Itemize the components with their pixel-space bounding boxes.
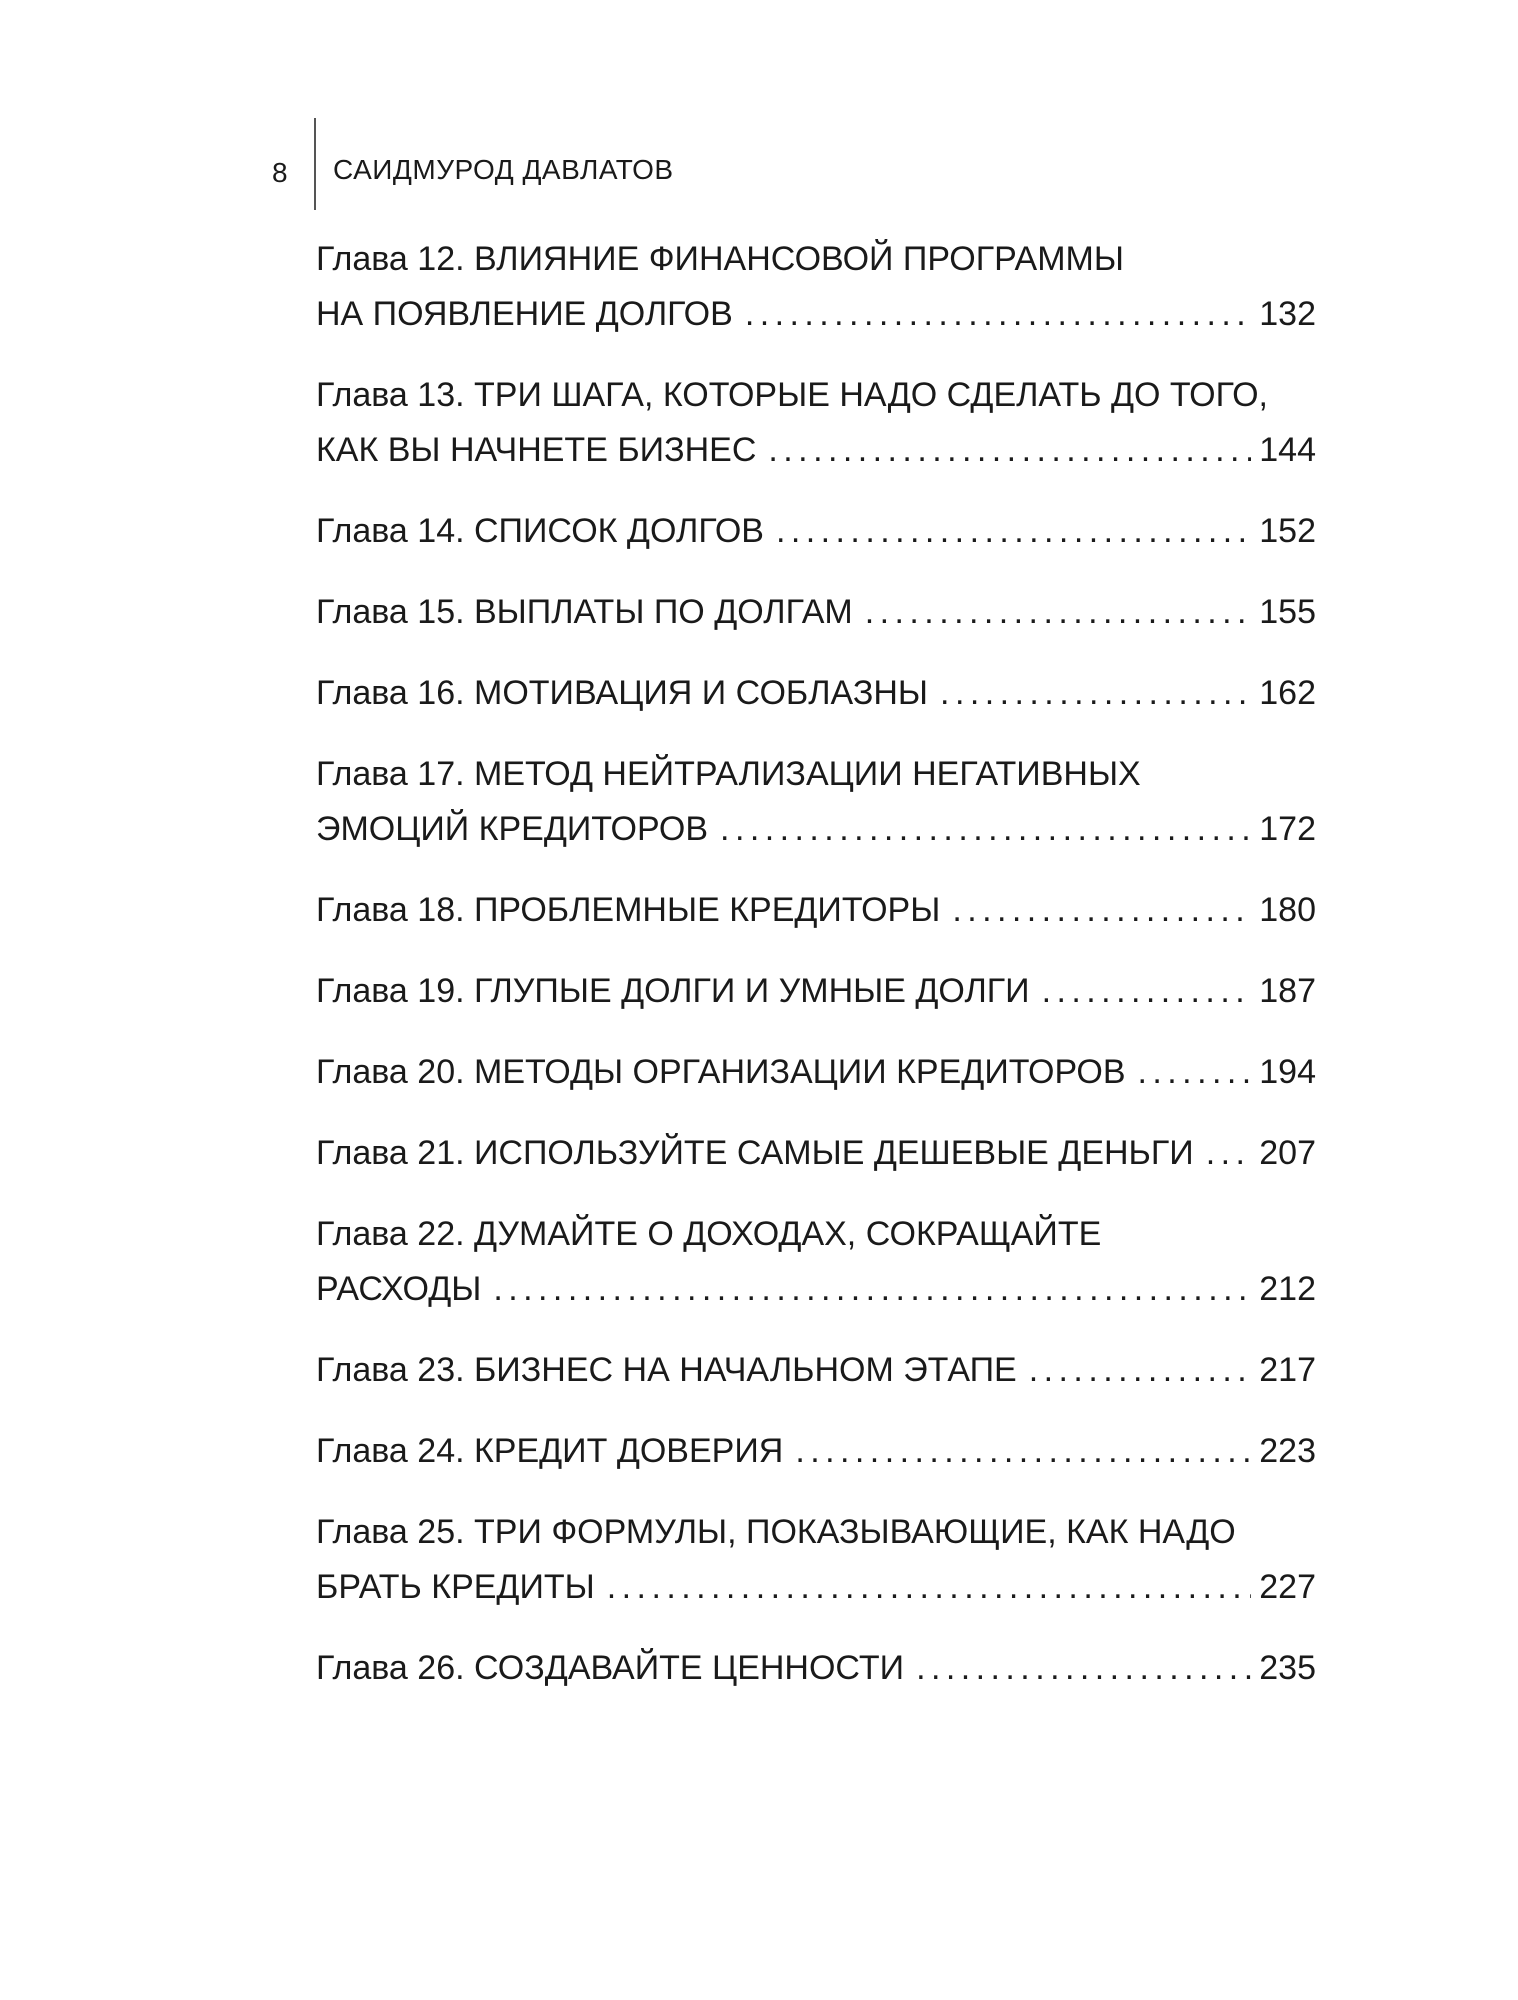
toc-entry-title: Глава 19. ГЛУПЫЕ ДОЛГИ И УМНЫЕ ДОЛГИ <box>316 972 1030 1010</box>
toc-entry-title-line2: РАСХОДЫ <box>316 1270 482 1308</box>
toc-entry-title-line1: Глава 22. ДУМАЙТЕ О ДОХОДАХ, СОКРАЩАЙТЕ <box>316 1215 1102 1253</box>
toc-entry <box>316 747 1316 857</box>
toc-entry <box>316 883 1316 938</box>
toc-entry <box>316 368 1316 478</box>
toc-entry-title-line1: Глава 13. ТРИ ШАГА, КОТОРЫЕ НАДО СДЕЛАТЬ ДО ТОГО, <box>316 376 1268 414</box>
dot-leader <box>776 504 1251 559</box>
toc-entry-page: 207 <box>1259 1134 1316 1172</box>
header-divider <box>314 118 316 210</box>
toc-entry <box>316 1126 1316 1181</box>
toc-entry-title-line1: Глава 17. МЕТОД НЕЙТРАЛИЗАЦИИ НЕГАТИВНЫХ <box>316 755 1141 793</box>
dot-leader <box>795 1424 1251 1479</box>
dot-leader <box>745 287 1251 342</box>
toc-entry-page: 155 <box>1259 593 1316 631</box>
toc-entry-title: Глава 14. СПИСОК ДОЛГОВ <box>316 512 764 550</box>
toc-entry <box>316 1045 1316 1100</box>
toc-entry-title: Глава 20. МЕТОДЫ ОРГАНИЗАЦИИ КРЕДИТОРОВ <box>316 1053 1126 1091</box>
toc-entry-page: 217 <box>1259 1351 1316 1389</box>
toc-entry-page: 152 <box>1259 512 1316 550</box>
dot-leader <box>607 1560 1252 1615</box>
dot-leader <box>865 585 1252 640</box>
toc-entry-title: Глава 23. БИЗНЕС НА НАЧАЛЬНОМ ЭТАПЕ <box>316 1351 1017 1389</box>
toc-entry <box>316 964 1316 1019</box>
toc-entry-page: 187 <box>1259 972 1316 1010</box>
dot-leader <box>1029 1343 1252 1398</box>
toc-entry-title: Глава 16. МОТИВАЦИЯ И СОБЛАЗНЫ <box>316 674 929 712</box>
toc-entry <box>316 232 1316 342</box>
dot-leader <box>493 1262 1251 1317</box>
toc-entry-title-line2: КАК ВЫ НАЧНЕТЕ БИЗНЕС <box>316 431 757 469</box>
toc-entry <box>316 585 1316 640</box>
dot-leader <box>768 423 1251 478</box>
toc-entry-title: Глава 18. ПРОБЛЕМНЫЕ КРЕДИТОРЫ <box>316 891 941 929</box>
page-number: 8 <box>272 157 288 188</box>
toc-entry <box>316 1641 1316 1696</box>
toc-entry-page: 235 <box>1259 1649 1316 1687</box>
toc-entry-title-line2: БРАТЬ КРЕДИТЫ <box>316 1568 595 1606</box>
toc-entry-page: 194 <box>1259 1053 1316 1091</box>
toc-entry-page: 212 <box>1259 1270 1316 1308</box>
toc-entry <box>316 1505 1316 1615</box>
toc-entry-page: 227 <box>1259 1568 1316 1606</box>
dot-leader <box>1206 1126 1252 1181</box>
toc-entry-page: 144 <box>1259 431 1316 469</box>
toc-entry <box>316 1424 1316 1479</box>
toc-entry-title-line2: ЭМОЦИЙ КРЕДИТОРОВ <box>316 810 709 848</box>
table-of-contents <box>316 232 1316 1722</box>
toc-entry-page: 132 <box>1259 295 1316 333</box>
dot-leader <box>940 666 1251 721</box>
toc-entry <box>316 504 1316 559</box>
toc-entry-page: 162 <box>1259 674 1316 712</box>
dot-leader <box>1042 964 1252 1019</box>
page-header <box>272 148 316 198</box>
toc-entry <box>316 1207 1316 1317</box>
dot-leader <box>1138 1045 1252 1100</box>
dot-leader <box>720 802 1251 857</box>
toc-entry-title: Глава 15. ВЫПЛАТЫ ПО ДОЛГАМ <box>316 593 853 631</box>
running-head-author: САИДМУРОД ДАВЛАТОВ <box>333 154 674 185</box>
toc-entry <box>316 666 1316 721</box>
toc-entry-title-line1: Глава 25. ТРИ ФОРМУЛЫ, ПОКАЗЫВАЮЩИЕ, КАК НАДО <box>316 1513 1236 1551</box>
dot-leader <box>916 1641 1251 1696</box>
toc-entry-title-line1: Глава 12. ВЛИЯНИЕ ФИНАНСОВОЙ ПРОГРАММЫ <box>316 240 1124 278</box>
toc-entry-page: 180 <box>1259 891 1316 929</box>
toc-entry-title: Глава 21. ИСПОЛЬЗУЙТЕ САМЫЕ ДЕШЕВЫЕ ДЕНЬГИ <box>316 1134 1194 1172</box>
toc-entry-title: Глава 24. КРЕДИТ ДОВЕРИЯ <box>316 1432 784 1470</box>
toc-entry-title-line2: НА ПОЯВЛЕНИЕ ДОЛГОВ <box>316 295 733 333</box>
toc-entry <box>316 1343 1316 1398</box>
dot-leader <box>952 883 1251 938</box>
toc-entry-page: 223 <box>1259 1432 1316 1470</box>
toc-entry-page: 172 <box>1259 810 1316 848</box>
toc-entry-title: Глава 26. СОЗДАВАЙТЕ ЦЕННОСТИ <box>316 1649 905 1687</box>
